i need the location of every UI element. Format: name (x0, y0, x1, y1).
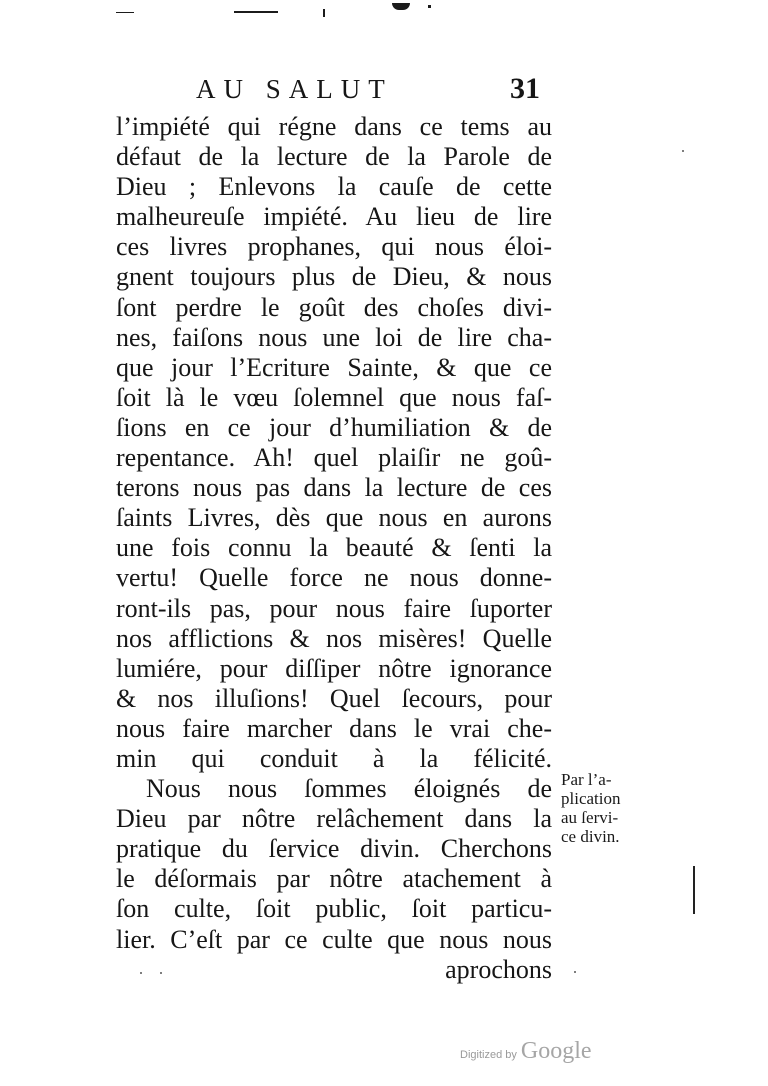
text-line: que jour l’Ecriture Sainte, & que ce (116, 352, 552, 382)
scan-mark (323, 9, 325, 17)
text-line: malheureuſe impiété. Au lieu de lire (116, 202, 552, 232)
text-line: min qui conduit à la félicité. (116, 743, 552, 773)
margin-note-line: Par l’a- (561, 770, 612, 789)
body-text (116, 112, 552, 985)
scan-mark (392, 3, 410, 10)
text-line: vertu! Quelle force ne nous donne- (116, 563, 552, 593)
text-line: terons nous pas dans la lecture de ces (116, 473, 552, 503)
text-line: ſoit là le vœu ſolemnel que nous faſ- (116, 382, 552, 412)
scan-edge-line (693, 866, 695, 914)
text-line: ront-ils pas, pour nous faire ſuporter (116, 593, 552, 623)
margin-note (561, 770, 620, 846)
google-logo: Google (520, 1038, 592, 1064)
text-line: aprochons (445, 954, 552, 984)
scan-dot (682, 150, 684, 152)
scan-dot (574, 971, 576, 973)
scan-dot (160, 972, 162, 974)
text-line: nos afflictions & nos misères! Quelle (116, 623, 552, 653)
text-line: ſon culte, ſoit public, ſoit particu- (116, 894, 552, 924)
text-line: nes, faiſons nous une loi de lire cha- (116, 322, 552, 352)
text-line: Nous nous ſommes éloignés de (146, 774, 552, 804)
text-line: Dieu ; Enlevons la cauſe de cette (116, 172, 552, 202)
text-line: une fois connu la beauté & ſenti la (116, 533, 552, 563)
text-line: le déſormais par nôtre atachement à (116, 864, 552, 894)
scan-dot (140, 972, 142, 974)
text-line: lier. C’eſt par ce culte que nous nous (116, 924, 552, 954)
scan-mark (428, 5, 431, 8)
text-line: Dieu par nôtre relâchement dans la (116, 804, 552, 834)
text-line: pratique du ſervice divin. Cherchons (116, 834, 552, 864)
margin-note-line: au ſervi- (561, 808, 619, 827)
text-line: ſont perdre le goût des choſes divi- (116, 292, 552, 322)
text-line: ſions en ce jour d’humiliation & de (116, 412, 552, 442)
text-line: l’impiété qui régne dans ce tems au (116, 112, 552, 141)
text-line: gnent toujours plus de Dieu, & nous (116, 262, 552, 292)
text-line: ces livres prophanes, qui nous éloi- (116, 232, 552, 262)
text-line: repentance. Ah! quel plaiſir ne goû- (116, 443, 552, 473)
digitized-watermark (460, 1038, 592, 1065)
text-line: & nos illuſions! Quel ſecours, pour (116, 683, 552, 713)
scan-mark (234, 11, 278, 13)
text-line: défaut de la lecture de la Parole de (116, 142, 552, 172)
margin-note-line: plication (561, 789, 621, 808)
text-line: ſaints Livres, dès que nous en aurons (116, 503, 552, 533)
scan-mark (116, 12, 134, 13)
margin-note-line: ce divin. (561, 827, 620, 846)
page-number: 31 (510, 72, 540, 105)
text-line: lumiére, pour diſſiper nôtre ignorance (116, 653, 552, 683)
running-head: AU SALUT (196, 74, 393, 104)
digitized-label: Digitized by (460, 1049, 517, 1061)
text-line: nous faire marcher dans le vrai che- (116, 713, 552, 743)
